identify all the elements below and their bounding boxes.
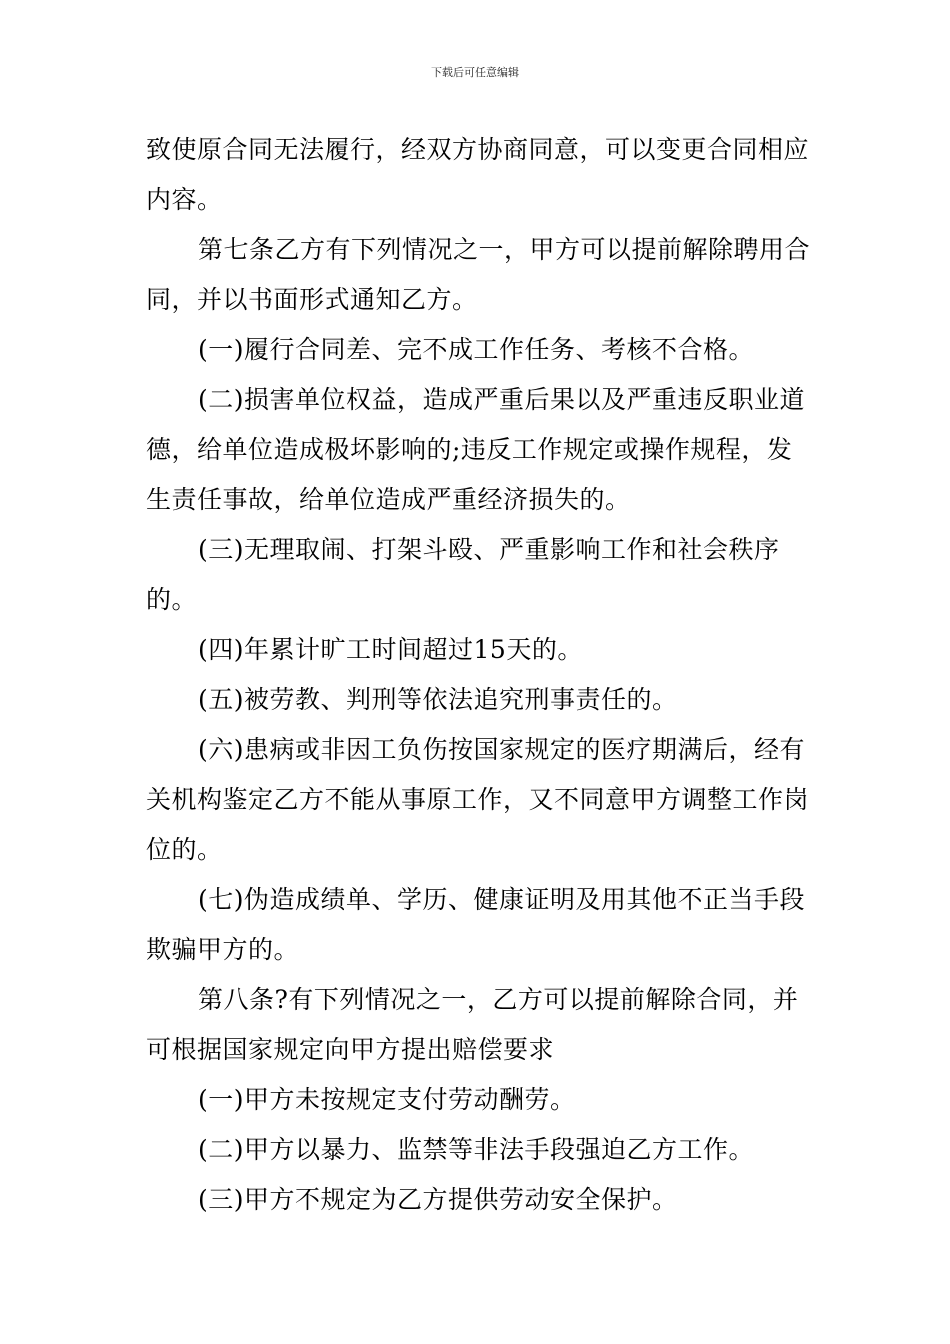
paragraph-article-8-item-2: (二)甲方以暴力、监禁等非法手段强迫乙方工作。	[198, 1135, 755, 1164]
paragraph-article-8-item-3: (三)甲方不规定为乙方提供劳动安全保护。	[198, 1185, 678, 1214]
paragraph-article-7-item-3: (三)无理取闹、打架斗殴、严重影响工作和社会秩序的。	[146, 535, 780, 614]
page-header: 下载后可任意编辑	[431, 66, 519, 79]
document-body	[146, 125, 812, 1225]
paragraph-article-7-item-4: (四)年累计旷工时间超过15天的。	[198, 635, 583, 664]
paragraph-article-7: 第七条乙方有下列情况之一，甲方可以提前解除聘用合同，并以书面形式通知乙方。	[146, 235, 811, 314]
paragraph-article-7-item-6: (六)患病或非因工负伤按国家规定的医疗期满后，经有关机构鉴定乙方不能从事原工作，又不同意甲方调整工作岗位的。	[146, 735, 810, 864]
paragraph-article-7-item-7: (七)伪造成绩单、学历、健康证明及用其他不正当手段欺骗甲方的。	[146, 885, 806, 964]
paragraph-article-8: 第八条?有下列情况之一，乙方可以提前解除合同，并可根据国家规定向甲方提出赔偿要求	[146, 985, 799, 1064]
paragraph-article-8-item-1: (一)甲方未按规定支付劳动酬劳。	[198, 1085, 576, 1114]
paragraph-article-7-item-5: (五)被劳教、判刑等依法追究刑事责任的。	[198, 685, 678, 714]
paragraph-article-7-item-2: (二)损害单位权益，造成严重后果以及严重违反职业道德，给单位造成极坏影响的;违反工作规定或操作规程，发生责任事故，给单位造成严重经济损失的。	[146, 385, 806, 514]
paragraph-continuation: 致使原合同无法履行，经双方协商同意，可以变更合同相应内容。	[146, 135, 810, 214]
paragraph-article-7-item-1: (一)履行合同差、完不成工作任务、考核不合格。	[198, 335, 755, 364]
